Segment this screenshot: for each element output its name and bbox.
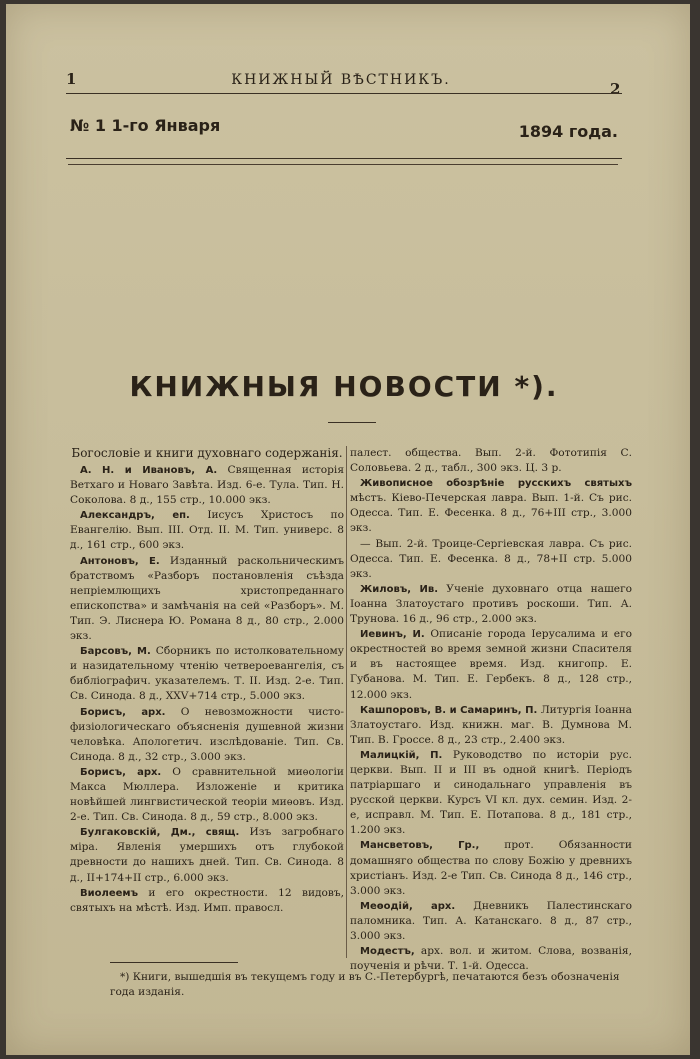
entry-author: А. Н. и Ивановъ, А.: [80, 465, 218, 476]
book-entry: [350, 838, 632, 898]
entry-text: Ученіе духовнаго отца нашего Іоанна Златоустаго противъ роскоши. Тип. А. Трунова. 16 д., 96 стр., 2.000 экз.: [350, 582, 632, 626]
running-title: КНИЖНЫЙ ВѢСТНИКЪ.: [231, 72, 451, 88]
issue-rule-bottom: [68, 164, 618, 165]
book-entry: [70, 765, 344, 825]
page-number-right: 2: [610, 80, 621, 98]
entry-author: Меѳодій, арх.: [360, 900, 456, 912]
book-entry: [70, 886, 344, 916]
book-page: [6, 4, 690, 1055]
entry-text: — Вып. 2-й. Троице-Сергіевская лавра. Съ рис. Одесса. Тип. Е. Фесенка. 8 д., 78+II стр. 5.000 экз.: [350, 537, 632, 580]
book-entry: [70, 705, 344, 765]
issue-year: 1894 года.: [518, 122, 618, 141]
book-entry: [70, 644, 344, 704]
book-entry: [70, 508, 344, 553]
entry-author: Жиловъ, Ив.: [360, 583, 438, 595]
entry-author: Модестъ,: [360, 946, 415, 958]
entry-text: О невозможности чисто-физіологическаго объясненія душевной жизни человѣка. Апологетич. изслѣдованіе. Тип. Св. Синода. 8 д., 32 стр., 3.000 экз.: [70, 705, 344, 763]
page-number-left: 1: [66, 70, 77, 88]
footnote-rule: [110, 962, 238, 963]
entry-text: прот. Обязанности домашняго общества по слову Божію у древнихъ христіанъ. Изд. 2-е Тип. Св. Синода 8 д., 146 стр., 3.000 экз.: [350, 839, 632, 897]
entry-text: Іисусъ Христосъ по Евангелію. Вып. III. Отд. II. М. Тип. универс. 8 д., 161 стр., 600 экз.: [70, 509, 344, 552]
entry-text: Священная исторія Ветхаго и Новаго Завѣта. Изд. 6-е. Тула. Тип. Н. Соколова. 8 д., 155 стр., 10.000 экз.: [70, 464, 344, 507]
right-column: [350, 446, 632, 974]
entry-text: Литургія Іоанна Златоустаго. Изд. книжн. маг. В. Думнова М. Тип. В. Гроссе. 8 д., 23 стр., 2.400 экз.: [350, 703, 632, 746]
book-entry: [350, 748, 632, 839]
entry-text: и его окрестности. 12 видовъ, святыхъ на мѣстѣ. Изд. Имп. правосл.: [70, 886, 344, 914]
entry-text: Сборникъ по истолковательному и назидательному чтенію четвероевангелія, съ библіографич. указателемъ. Т. II. Изд. 2-е. Тип. Св. Синода. 8 д., XXV+714 стр., 5.000 экз.: [70, 645, 344, 703]
entry-author: Мансветовъ, Гр.,: [360, 840, 480, 852]
entry-author: Антоновъ, Е.: [80, 555, 160, 567]
entry-text: арх. вол. и житом. Слова, возванія, поученія и рѣчи. Т. 1-й. Одесса.: [350, 945, 632, 973]
book-entry: [350, 582, 632, 627]
column-divider: [346, 446, 347, 958]
entry-text: О сравнительной миѳологіи Макса Мюллера. Изложеніе и критика новѣйшей лингвистической теоріи миѳовъ. Изд. 2-е. Тип. Св. Синода. 8 д., 59 стр., 8.000 экз.: [70, 765, 344, 824]
book-entry: [350, 899, 632, 944]
entry-text: Дневникъ Палестинскаго паломника. Тип. А. Катанскаго. 8 д., 87 стр., 3.000 экз.: [350, 899, 632, 942]
entry-author: Борисъ, арх.: [80, 766, 162, 778]
book-entry: [350, 446, 632, 476]
entry-author: Виолеемъ: [80, 887, 139, 899]
left-column: [70, 446, 344, 916]
entry-author: Иевинъ, И.: [360, 629, 425, 641]
book-entry: [350, 703, 632, 748]
book-entry: [350, 476, 632, 536]
section-title: Богословіе и книги духовнаго содержанія.: [71, 446, 343, 460]
book-entry: [70, 463, 344, 508]
entry-author: Кашпоровъ, В. и Самаринъ, П.: [360, 704, 538, 716]
entry-text: Руководство по исторіи рус. церкви. Вып. II и III въ одной книгѣ. Періодъ патріаршаго и синодальнаго управленія въ русской церкви. Курсъ VI кл. дух. семин. Изд. 2-е, исправл. М. Тип. Е. Потапова. 8 д., 181 стр., 1.200 экз.: [350, 748, 632, 837]
entry-author: Барсовъ, М.: [80, 646, 151, 658]
entry-author: Александръ, еп.: [80, 510, 190, 522]
book-entry: [70, 825, 344, 885]
entry-text: палест. общества. Вып. 2-й. Фототипія С. Соловьева. 2 д., табл., 300 экз. Ц. 3 р.: [350, 447, 632, 475]
entry-text: мѣстъ. Кіево-Печерская лавра. Вып. 1-й. Съ рис. Одесса. Тип. Е. Фесенка. 8 д., 76+III стр., 3.000 экз.: [350, 492, 632, 535]
issue-line: [66, 114, 622, 141]
entry-author: Малицкій, П.: [360, 749, 443, 761]
issue-rule-top: [66, 158, 622, 159]
entry-author: Борисъ, арх.: [80, 706, 166, 718]
header-rule: [66, 93, 622, 94]
entry-text: Изданный раскольническимъ братствомъ «Разборъ постановленія съѣзда непріемлющихъ христопреданнаго епископства» и замѣчанія на сей «Разборъ». М. Тип. Э. Лиснера Ю. Романа 8 д., 80 стр., 2.000 экз.: [70, 554, 344, 643]
entry-text: Описаніе города Іерусалима и его окрестностей во время земной жизни Спасителя и въ настоящее время. Изд. книгопр. Е. Губанова. М. Тип. Е. Гербекъ. 8 д., 128 стр., 12.000 экз.: [350, 628, 632, 701]
book-entry: [350, 627, 632, 702]
book-entry: [350, 537, 632, 582]
title-rule: [328, 422, 376, 423]
entry-text: Изъ загробнаго міра. Явленія умершихъ отъ глубокой древности до нашихъ дней. Тип. Св. Синода. 8 д., II+174+II стр., 6.000 экз.: [70, 826, 344, 884]
entry-author: Живописное обозрѣніе русскихъ святыхъ: [360, 478, 632, 490]
footnote: *) Книги, вышедшія въ текущемъ году и въ С.-Петербургѣ, печатаются безъ обозначенія года изданія.: [110, 971, 620, 998]
main-title: КНИЖНЫЯ НОВОСТИ *).: [129, 370, 559, 403]
book-entry: [70, 554, 344, 645]
issue-number: № 1 1-го Января: [70, 116, 221, 135]
entry-author: Булгаковскій, Дм., свящ.: [80, 827, 240, 839]
